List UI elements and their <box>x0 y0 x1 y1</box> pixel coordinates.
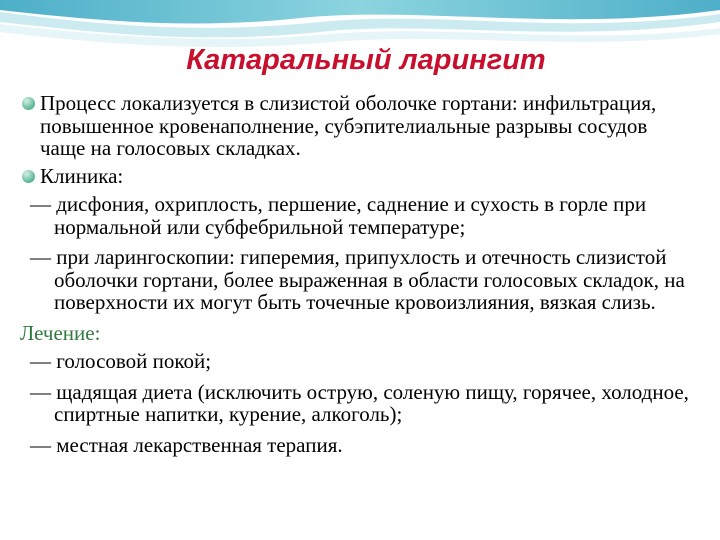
clinic-item: — дисфония, охриплость, першение, саднение и сухость в горле при нормальной или субфебрильной температуре; <box>30 192 647 239</box>
bullet-dot-icon <box>22 170 35 183</box>
slide-body <box>0 92 720 456</box>
clinic-item: — при ларингоскопии: гиперемия, припухлость и отечность слизистой оболочки гортани, более выраженная в области голосовых складок, на поверхности их могут быть точечные кровоизлияния, вязкая слизь. <box>30 245 685 314</box>
treatment-item: — голосовой покой; <box>30 349 212 373</box>
treatment-heading: Лечение: <box>20 320 101 345</box>
treatment-item: — щадящая диета (исключить острую, соленую пищу, горячее, холодное, спиртные напитки, курение, алкоголь); <box>30 379 689 426</box>
bullet-text: Клиника: <box>40 163 124 188</box>
bullet-dot-icon <box>22 97 35 110</box>
bullet-clinic <box>0 165 680 188</box>
bullet-text: Процесс локализуется в слизистой оболочке гортани: инфильтрация, повышенное кровенаполнение, субэпителиальные разрывы сосудов чаще на голосовых складках. <box>40 91 657 160</box>
bullet-process <box>0 92 680 160</box>
slide-title: Катаральный ларингит <box>186 44 546 76</box>
treatment-item: — местная лекарственная терапия. <box>30 432 343 457</box>
